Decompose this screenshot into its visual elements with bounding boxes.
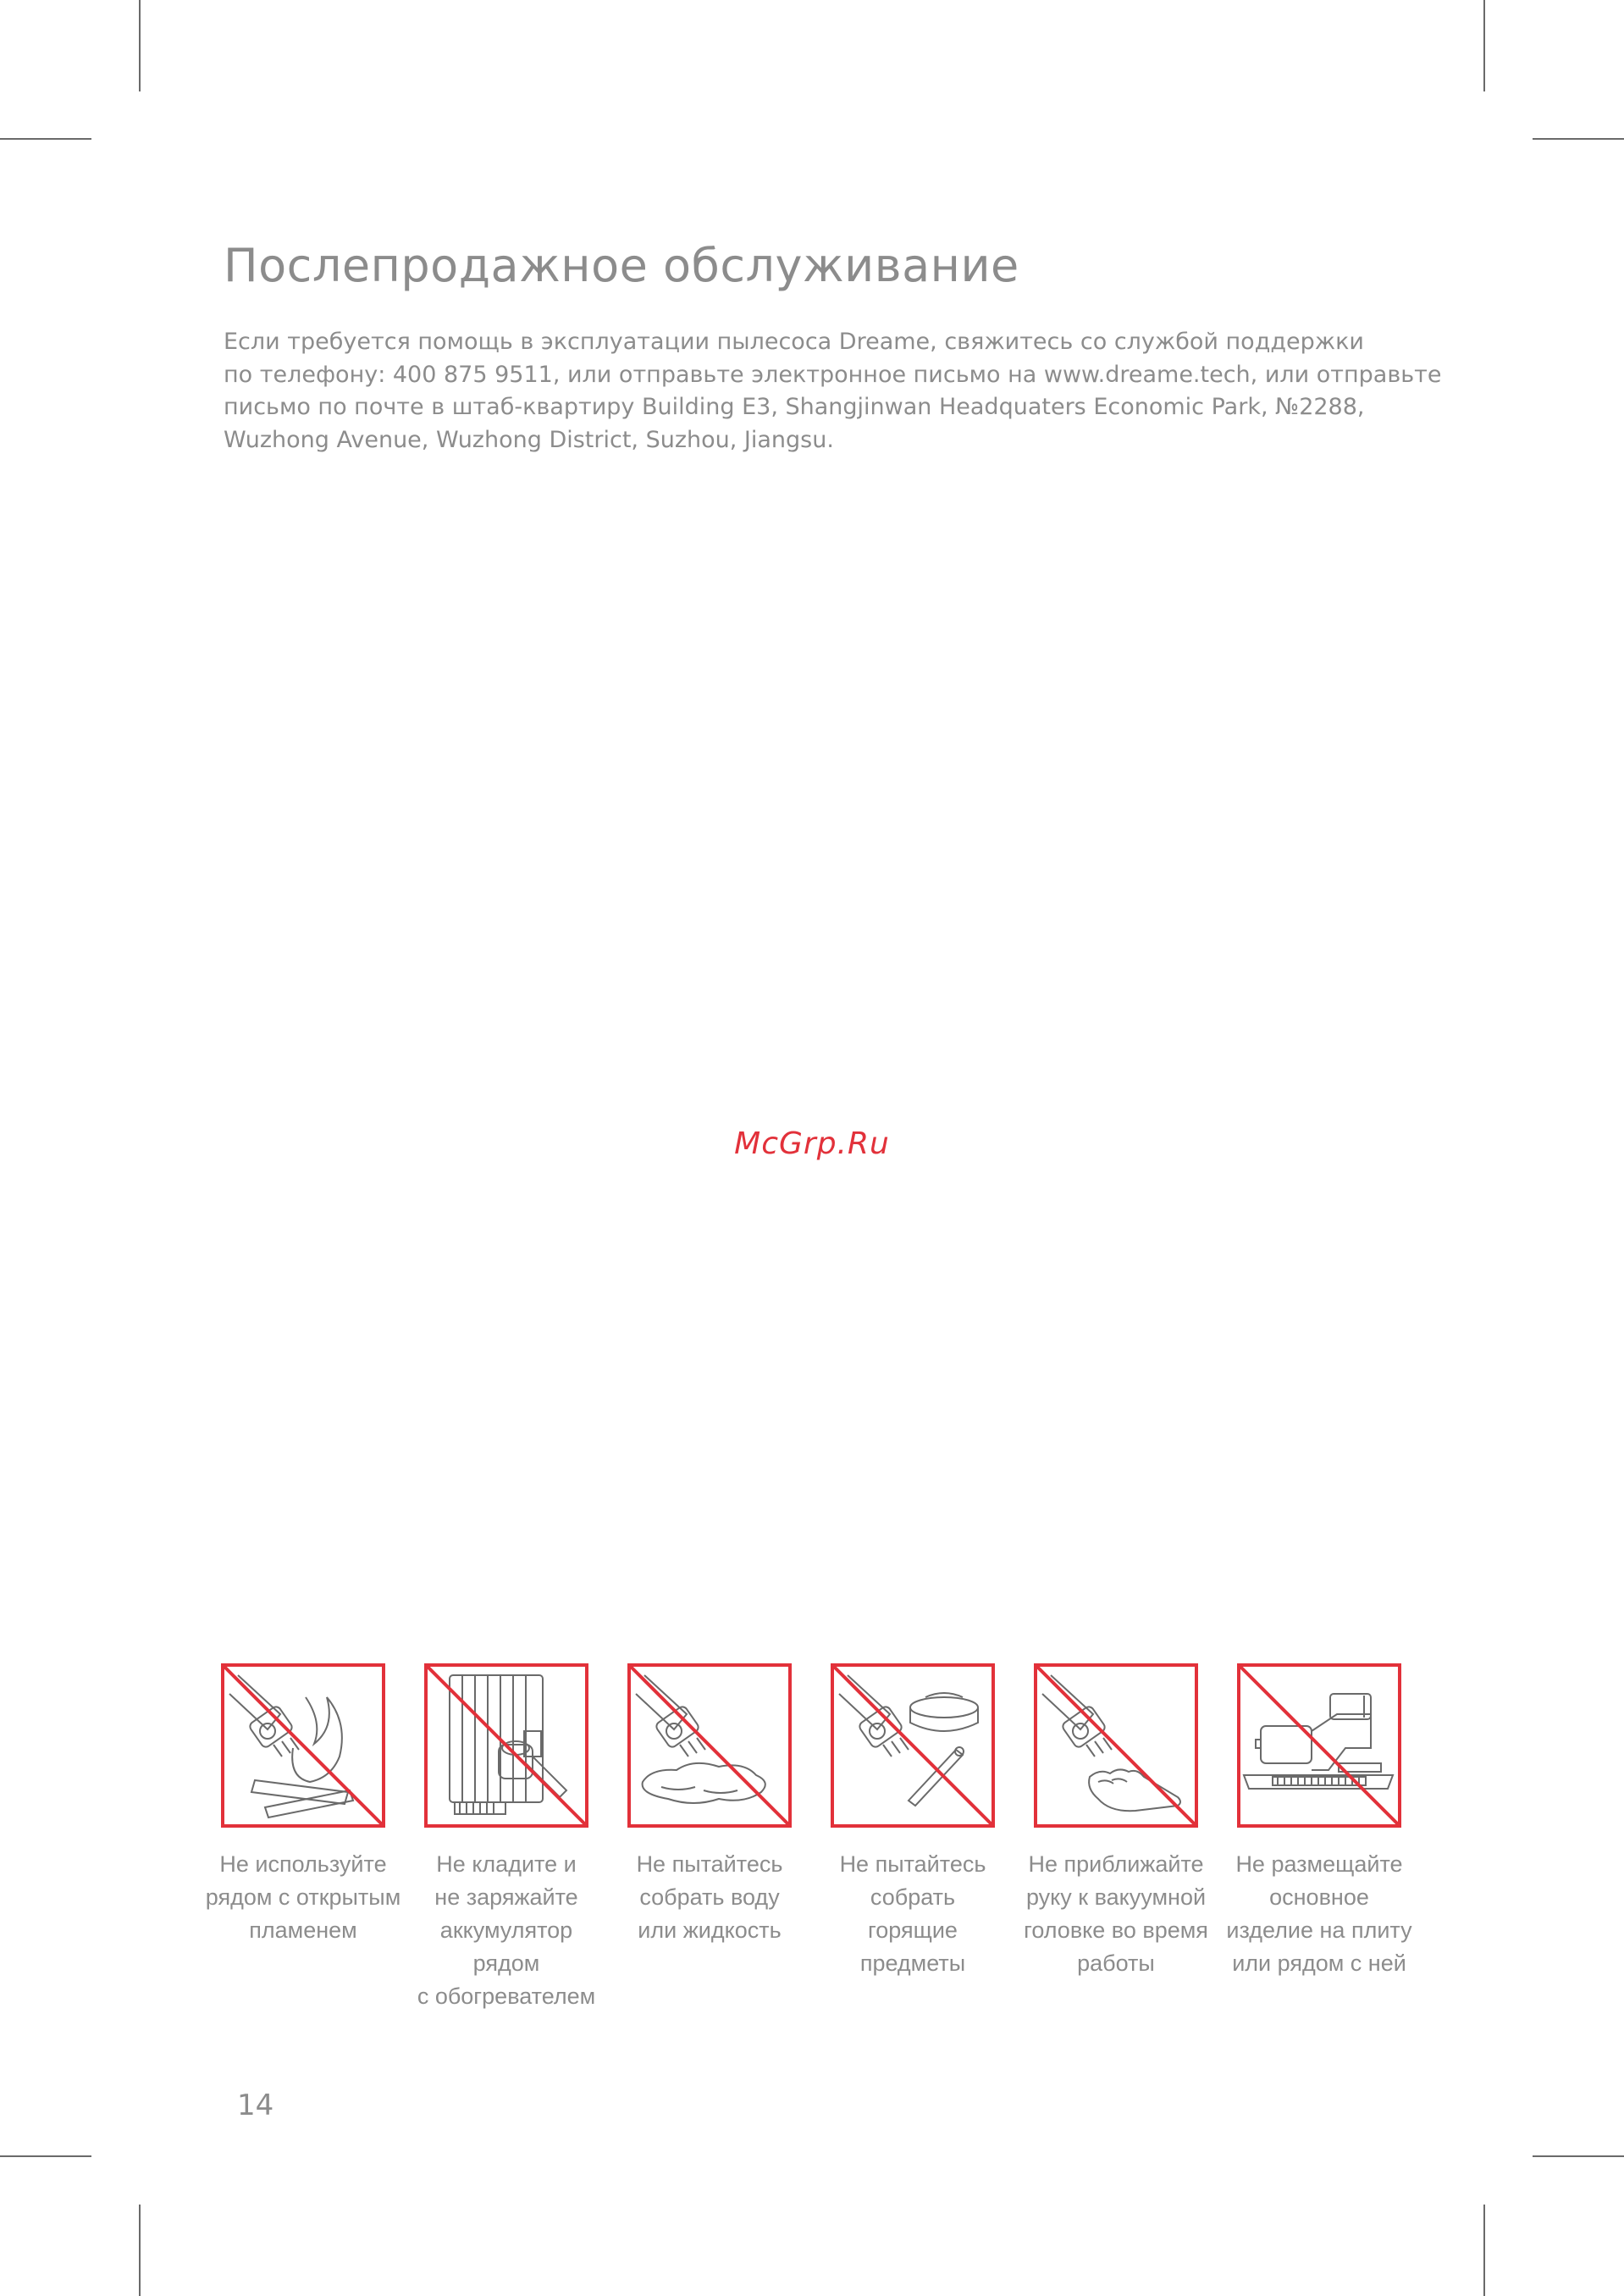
crop-mark <box>139 0 141 91</box>
no-open-flame-icon <box>221 1663 385 1828</box>
warning-icons-row <box>193 1663 1421 2053</box>
crop-mark <box>1533 138 1624 140</box>
crop-mark <box>1533 2155 1624 2157</box>
no-heater-charging-icon <box>424 1663 588 1828</box>
crop-mark <box>0 138 91 140</box>
paragraph-line: Если требуется помощь в эксплуатации пылесоса Dreame, свяжитесь со службой поддержки <box>224 329 1364 355</box>
warning-caption: Не пытайтесь собрать горящие предметы <box>839 1851 986 1976</box>
no-water-liquid-icon <box>627 1663 792 1828</box>
warning-caption: Не размещайте основное изделие на плиту или рядом с ней <box>1226 1851 1412 1976</box>
crop-mark <box>1483 2205 1485 2296</box>
no-hand-near-head-icon <box>1034 1663 1198 1828</box>
page-number: 14 <box>237 2089 274 2122</box>
support-paragraph <box>224 326 1442 456</box>
no-stove-placement-icon <box>1237 1663 1401 1828</box>
crop-mark <box>139 2205 141 2296</box>
warning-caption: Не приближайте руку к вакуумной головке во время работы <box>1024 1851 1208 1976</box>
warning-caption: Не кладите и не заряжайте аккумулятор рядом с обогревателем <box>417 1851 596 2009</box>
paragraph-line: Wuzhong Avenue, Wuzhong District, Suzhou, Jiangsu. <box>224 426 834 453</box>
crop-mark <box>1483 0 1485 91</box>
warning-caption: Не пытайтесь собрать воду или жидкость <box>636 1851 783 1943</box>
no-burning-objects-icon <box>831 1663 995 1828</box>
watermark-link[interactable]: McGrp.Ru <box>734 1126 890 1161</box>
page-title: Послепродажное обслуживание <box>224 239 1019 292</box>
warning-caption: Не используйте рядом с открытым пламенем <box>205 1851 401 1943</box>
paragraph-line: по телефону: 400 875 9511, или отправьте электронное письмо на www.dreame.tech, или отправьте <box>224 361 1442 388</box>
paragraph-line: письмо по почте в штаб-квартиру Building E3, Shangjinwan Headquaters Economic Park, №2288, <box>224 394 1365 420</box>
crop-mark <box>0 2155 91 2157</box>
